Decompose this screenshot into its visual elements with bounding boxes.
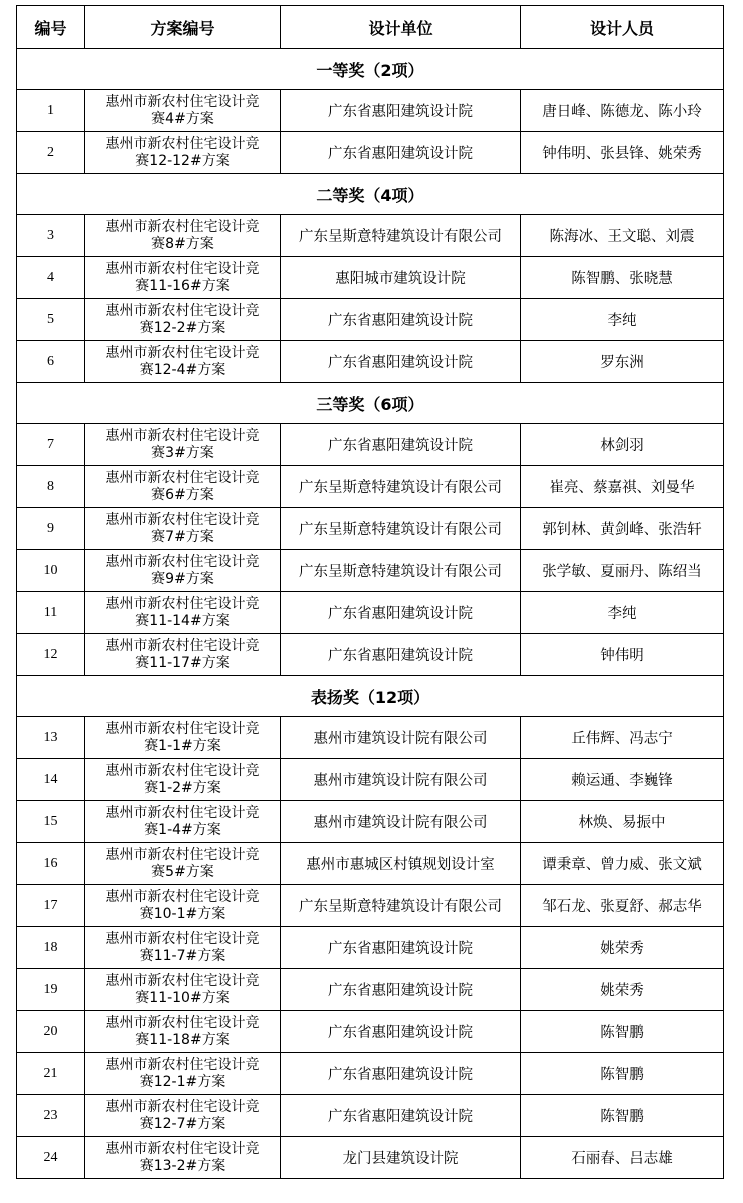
design-unit-cell: 广东省惠阳建筑设计院 xyxy=(281,927,521,969)
row-number: 18 xyxy=(17,927,85,969)
plan-id-line1: 惠州市新农村住宅设计竞 xyxy=(105,1014,260,1031)
plan-id-line2: 赛11-10#方案 xyxy=(135,989,230,1006)
table-row xyxy=(17,132,724,174)
row-number: 21 xyxy=(17,1053,85,1095)
designers-cell: 谭秉章、曾力威、张文斌 xyxy=(521,843,724,885)
row-number: 4 xyxy=(17,257,85,299)
plan-id-cell xyxy=(85,717,281,759)
plan-id-line1: 惠州市新农村住宅设计竞 xyxy=(105,930,260,947)
plan-id-line2: 赛11-18#方案 xyxy=(135,1031,230,1048)
designers-cell: 陈智鹏 xyxy=(521,1053,724,1095)
table-row xyxy=(17,215,724,257)
table-header-row xyxy=(17,6,724,49)
plan-id-line1: 惠州市新农村住宅设计竞 xyxy=(105,93,260,110)
designers-cell: 陈海冰、王文聪、刘震 xyxy=(521,215,724,257)
plan-id-line1: 惠州市新农村住宅设计竞 xyxy=(105,762,260,779)
designers-cell: 林焕、易振中 xyxy=(521,801,724,843)
plan-id-cell xyxy=(85,885,281,927)
table-row xyxy=(17,466,724,508)
row-number: 19 xyxy=(17,969,85,1011)
plan-id-cell xyxy=(85,592,281,634)
section-heading-row xyxy=(17,383,724,424)
plan-id-line1: 惠州市新农村住宅设计竞 xyxy=(105,804,260,821)
row-number: 12 xyxy=(17,634,85,676)
designers-cell: 李纯 xyxy=(521,299,724,341)
plan-id-line2: 赛5#方案 xyxy=(151,863,214,880)
plan-id-cell xyxy=(85,1137,281,1179)
plan-id-line1: 惠州市新农村住宅设计竞 xyxy=(105,511,260,528)
plan-id-line1: 惠州市新农村住宅设计竞 xyxy=(105,846,260,863)
plan-id-cell xyxy=(85,1053,281,1095)
plan-id-line2: 赛12-1#方案 xyxy=(139,1073,226,1090)
design-unit-cell: 广东呈斯意特建筑设计有限公司 xyxy=(281,215,521,257)
header-people: 设计人员 xyxy=(521,6,724,49)
designers-cell: 钟伟明、张县锋、姚荣秀 xyxy=(521,132,724,174)
plan-id-line1: 惠州市新农村住宅设计竞 xyxy=(105,302,260,319)
row-number: 8 xyxy=(17,466,85,508)
plan-id-line2: 赛1-4#方案 xyxy=(144,821,221,838)
table-row xyxy=(17,717,724,759)
plan-id-cell xyxy=(85,341,281,383)
table-row xyxy=(17,341,724,383)
design-unit-cell: 龙门县建筑设计院 xyxy=(281,1137,521,1179)
plan-id-line1: 惠州市新农村住宅设计竞 xyxy=(105,972,260,989)
row-number: 15 xyxy=(17,801,85,843)
table-row xyxy=(17,1011,724,1053)
row-number: 20 xyxy=(17,1011,85,1053)
section-heading-row xyxy=(17,676,724,717)
row-number: 24 xyxy=(17,1137,85,1179)
plan-id-line2: 赛11-16#方案 xyxy=(135,277,230,294)
table-row xyxy=(17,885,724,927)
plan-id-cell xyxy=(85,759,281,801)
plan-id-cell xyxy=(85,969,281,1011)
plan-id-line2: 赛1-2#方案 xyxy=(144,779,221,796)
design-unit-cell: 广东呈斯意特建筑设计有限公司 xyxy=(281,550,521,592)
table-row xyxy=(17,1095,724,1137)
design-unit-cell: 广东省惠阳建筑设计院 xyxy=(281,969,521,1011)
plan-id-cell xyxy=(85,215,281,257)
plan-id-cell xyxy=(85,466,281,508)
plan-id-line2: 赛13-2#方案 xyxy=(139,1157,226,1174)
header-plan: 方案编号 xyxy=(85,6,281,49)
designers-cell: 钟伟明 xyxy=(521,634,724,676)
table-row xyxy=(17,90,724,132)
row-number: 14 xyxy=(17,759,85,801)
table-row xyxy=(17,299,724,341)
design-unit-cell: 惠阳城市建筑设计院 xyxy=(281,257,521,299)
plan-id-cell xyxy=(85,90,281,132)
row-number: 16 xyxy=(17,843,85,885)
designers-cell: 罗东洲 xyxy=(521,341,724,383)
design-unit-cell: 广东省惠阳建筑设计院 xyxy=(281,592,521,634)
design-unit-cell: 惠州市建筑设计院有限公司 xyxy=(281,759,521,801)
section-heading-row xyxy=(17,49,724,90)
design-unit-cell: 广东省惠阳建筑设计院 xyxy=(281,341,521,383)
designers-cell: 陈智鹏 xyxy=(521,1095,724,1137)
designers-cell: 石丽春、吕志雄 xyxy=(521,1137,724,1179)
plan-id-line2: 赛12-2#方案 xyxy=(139,319,226,336)
design-unit-cell: 惠州市惠城区村镇规划设计室 xyxy=(281,843,521,885)
table-row xyxy=(17,927,724,969)
plan-id-cell xyxy=(85,550,281,592)
plan-id-cell xyxy=(85,634,281,676)
section-heading-row xyxy=(17,174,724,215)
plan-id-line1: 惠州市新农村住宅设计竞 xyxy=(105,595,260,612)
plan-id-line1: 惠州市新农村住宅设计竞 xyxy=(105,1140,260,1157)
plan-id-line1: 惠州市新农村住宅设计竞 xyxy=(105,427,260,444)
design-unit-cell: 广东省惠阳建筑设计院 xyxy=(281,424,521,466)
row-number: 17 xyxy=(17,885,85,927)
designers-cell: 邹石龙、张夏舒、郝志华 xyxy=(521,885,724,927)
plan-id-line2: 赛1-1#方案 xyxy=(144,737,221,754)
design-unit-cell: 广东省惠阳建筑设计院 xyxy=(281,634,521,676)
plan-id-cell xyxy=(85,257,281,299)
designers-cell: 崔亮、蔡嘉祺、刘曼华 xyxy=(521,466,724,508)
table-row xyxy=(17,550,724,592)
plan-id-line1: 惠州市新农村住宅设计竞 xyxy=(105,553,260,570)
designers-cell: 张学敏、夏丽丹、陈绍当 xyxy=(521,550,724,592)
plan-id-line1: 惠州市新农村住宅设计竞 xyxy=(105,135,260,152)
plan-id-line1: 惠州市新农村住宅设计竞 xyxy=(105,469,260,486)
plan-id-line2: 赛8#方案 xyxy=(151,235,214,252)
plan-id-line1: 惠州市新农村住宅设计竞 xyxy=(105,1098,260,1115)
section-title: 一等奖（2项） xyxy=(17,49,724,90)
table-row xyxy=(17,508,724,550)
table-body xyxy=(17,49,724,1179)
design-unit-cell: 惠州市建筑设计院有限公司 xyxy=(281,717,521,759)
designers-cell: 丘伟辉、冯志宁 xyxy=(521,717,724,759)
row-number: 2 xyxy=(17,132,85,174)
design-unit-cell: 广东呈斯意特建筑设计有限公司 xyxy=(281,885,521,927)
header-no: 编号 xyxy=(17,6,85,49)
plan-id-line2: 赛11-14#方案 xyxy=(135,612,230,629)
table-row xyxy=(17,801,724,843)
row-number: 13 xyxy=(17,717,85,759)
designers-cell: 陈智鹏、张晓慧 xyxy=(521,257,724,299)
table-row xyxy=(17,969,724,1011)
row-number: 6 xyxy=(17,341,85,383)
designers-cell: 赖运通、李巍锋 xyxy=(521,759,724,801)
table-row xyxy=(17,1137,724,1179)
plan-id-line2: 赛7#方案 xyxy=(151,528,214,545)
plan-id-line1: 惠州市新农村住宅设计竞 xyxy=(105,218,260,235)
designers-cell: 李纯 xyxy=(521,592,724,634)
plan-id-line2: 赛12-7#方案 xyxy=(139,1115,226,1132)
design-unit-cell: 广东省惠阳建筑设计院 xyxy=(281,1053,521,1095)
design-unit-cell: 广东呈斯意特建筑设计有限公司 xyxy=(281,508,521,550)
row-number: 9 xyxy=(17,508,85,550)
row-number: 1 xyxy=(17,90,85,132)
plan-id-line1: 惠州市新农村住宅设计竞 xyxy=(105,260,260,277)
design-unit-cell: 广东省惠阳建筑设计院 xyxy=(281,1011,521,1053)
plan-id-line1: 惠州市新农村住宅设计竞 xyxy=(105,888,260,905)
row-number: 23 xyxy=(17,1095,85,1137)
table-row xyxy=(17,759,724,801)
plan-id-cell xyxy=(85,508,281,550)
design-unit-cell: 广东省惠阳建筑设计院 xyxy=(281,1095,521,1137)
designers-cell: 陈智鹏 xyxy=(521,1011,724,1053)
plan-id-cell xyxy=(85,424,281,466)
awards-table xyxy=(16,5,724,1179)
design-unit-cell: 广东呈斯意特建筑设计有限公司 xyxy=(281,466,521,508)
plan-id-line1: 惠州市新农村住宅设计竞 xyxy=(105,637,260,654)
designers-cell: 林剑羽 xyxy=(521,424,724,466)
plan-id-cell xyxy=(85,927,281,969)
plan-id-line2: 赛9#方案 xyxy=(151,570,214,587)
plan-id-cell xyxy=(85,1095,281,1137)
plan-id-line2: 赛4#方案 xyxy=(151,110,214,127)
table-row xyxy=(17,843,724,885)
design-unit-cell: 广东省惠阳建筑设计院 xyxy=(281,90,521,132)
plan-id-line1: 惠州市新农村住宅设计竞 xyxy=(105,720,260,737)
designers-cell: 唐日峰、陈德龙、陈小玲 xyxy=(521,90,724,132)
table-row xyxy=(17,592,724,634)
plan-id-cell xyxy=(85,132,281,174)
plan-id-cell xyxy=(85,843,281,885)
table-row xyxy=(17,257,724,299)
section-title: 三等奖（6项） xyxy=(17,383,724,424)
plan-id-cell xyxy=(85,1011,281,1053)
table-row xyxy=(17,1053,724,1095)
designers-cell: 姚荣秀 xyxy=(521,969,724,1011)
plan-id-line2: 赛12-12#方案 xyxy=(135,152,230,169)
plan-id-line1: 惠州市新农村住宅设计竞 xyxy=(105,1056,260,1073)
table-row xyxy=(17,634,724,676)
row-number: 10 xyxy=(17,550,85,592)
plan-id-cell xyxy=(85,801,281,843)
design-unit-cell: 广东省惠阳建筑设计院 xyxy=(281,299,521,341)
plan-id-line2: 赛11-17#方案 xyxy=(135,654,230,671)
header-unit: 设计单位 xyxy=(281,6,521,49)
design-unit-cell: 广东省惠阳建筑设计院 xyxy=(281,132,521,174)
design-unit-cell: 惠州市建筑设计院有限公司 xyxy=(281,801,521,843)
table-row xyxy=(17,424,724,466)
plan-id-cell xyxy=(85,299,281,341)
designers-cell: 郭钊林、黄剑峰、张浩轩 xyxy=(521,508,724,550)
plan-id-line2: 赛11-7#方案 xyxy=(139,947,226,964)
section-title: 表扬奖（12项） xyxy=(17,676,724,717)
row-number: 11 xyxy=(17,592,85,634)
plan-id-line2: 赛10-1#方案 xyxy=(139,905,226,922)
plan-id-line2: 赛12-4#方案 xyxy=(139,361,226,378)
plan-id-line1: 惠州市新农村住宅设计竞 xyxy=(105,344,260,361)
plan-id-line2: 赛3#方案 xyxy=(151,444,214,461)
designers-cell: 姚荣秀 xyxy=(521,927,724,969)
row-number: 5 xyxy=(17,299,85,341)
row-number: 7 xyxy=(17,424,85,466)
plan-id-line2: 赛6#方案 xyxy=(151,486,214,503)
row-number: 3 xyxy=(17,215,85,257)
section-title: 二等奖（4项） xyxy=(17,174,724,215)
